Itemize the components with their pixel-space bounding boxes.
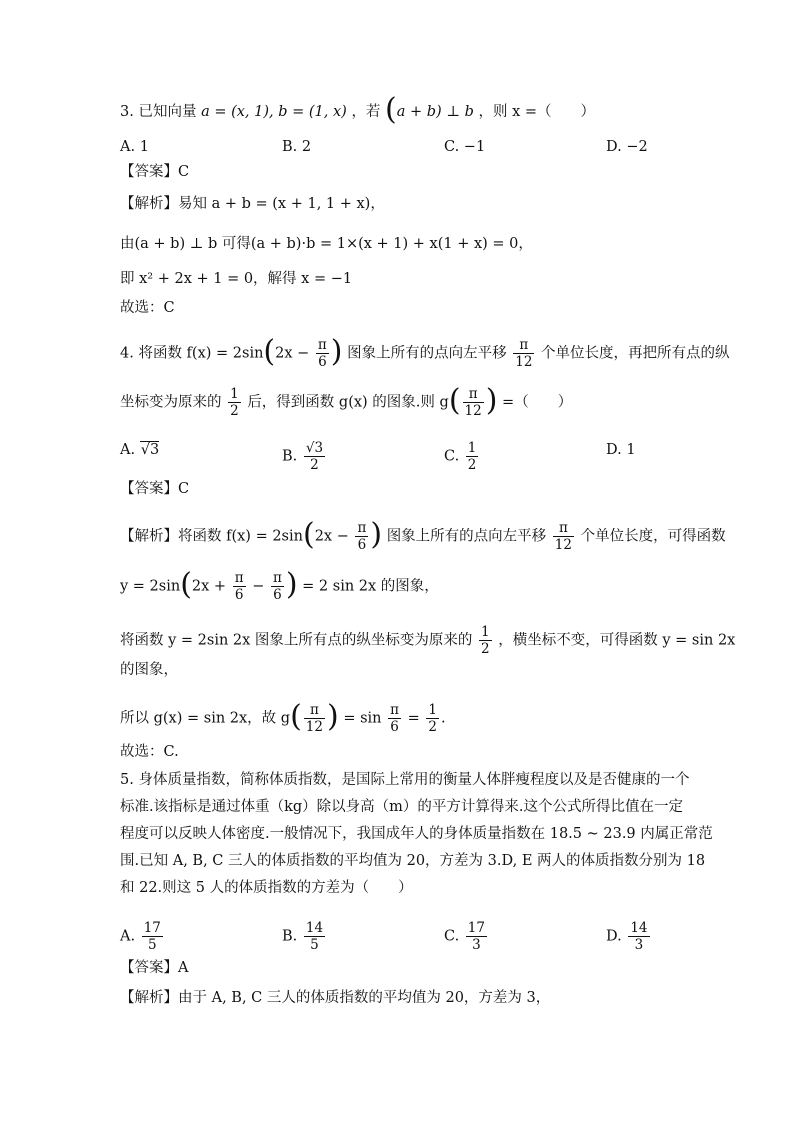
q5-option-d[interactable]: D. $\frac{14}{3}$ (606, 920, 648, 953)
q4-analysis-2: y = 2sin(2x + $\frac{\pi}{6}$ − $\frac{\pi}{6}$ ) = 2 sin 2x 的图象， (120, 566, 439, 603)
q5-answer: 【答案】A (120, 960, 189, 976)
q4-option-a[interactable]: A. √3 (120, 442, 160, 458)
q3-answer-value: C (178, 164, 190, 180)
q5-stem-line1: 5. 身体质量指数，简称体质指数，是国际上常用的衡量人体胖瘦程度以及是否健康的一个 (120, 772, 690, 788)
q3-vector-b: b = (1, x) (278, 104, 347, 120)
q4-option-c[interactable]: C. $\frac{1}{2}$ (444, 440, 477, 473)
q4-answer: 【答案】C (120, 481, 190, 497)
q3-analysis-2: 由(a + b) ⊥ b 可得(a + b)·b = 1×(x + 1) + x(1 + x) = 0， (120, 236, 533, 252)
q4-analysis-1: 【解析】将函数 f(x) = 2sin(2x − $\frac{\pi}{6}$ ) 图象上所有的点向左平移 $\frac{\pi}{12}$ 个单位长度，可得函数 (120, 516, 726, 553)
q4-answer-value: C (178, 481, 190, 497)
q4-stem-line1: 4. 将函数 f(x) = 2sin(2x − $\frac{\pi}{6}$ ) 图象上所有的点向左平移 $\frac{\pi}{12}$ 个单位长度，再把所有点的纵 (120, 333, 730, 370)
q4-option-b[interactable]: B. $\frac{√3}{2}$ (282, 440, 324, 473)
q3-option-b[interactable]: B. 2 (282, 139, 312, 155)
q4-option-d[interactable]: D. 1 (606, 442, 636, 458)
q5-stem-line4: 围.已知 A, B, C 三人的体质指数的平均值为 20，方差为 3.D, E 两人的体质指数分别为 18 (120, 853, 706, 869)
q5-answer-value: A (178, 960, 189, 976)
q4-choose: 故选：C. (120, 744, 179, 760)
q5-option-b[interactable]: B. $\frac{14}{5}$ (282, 920, 324, 953)
analysis-label: 【解析】 (120, 196, 178, 212)
q4-analysis-4: 的图象， (120, 662, 178, 678)
q5-option-c[interactable]: C. $\frac{17}{3}$ (444, 920, 485, 953)
q5-stem-line2: 标准.该指标是通过体重（kg）除以身高（m）的平方计算得来.这个公式所得比值在一定 (120, 799, 684, 815)
q3-choose: 故选：C (120, 300, 175, 316)
q3-option-c[interactable]: C. −1 (444, 139, 486, 155)
q5-analysis-1: 【解析】由于 A, B, C 三人的体质指数的平均值为 20，方差为 3， (120, 990, 551, 1006)
q4-analysis-3: 将函数 y = 2sin 2x 图象上所有点的纵坐标变为原来的 $\frac{1}{2}$ ，横坐标不变，可得函数 y = sin 2x (120, 624, 736, 657)
q3-answer (120, 162, 189, 182)
q3-option-d[interactable]: D. −2 (606, 139, 648, 155)
q5-option-a[interactable]: A. $\frac{17}{5}$ (120, 920, 161, 953)
q3-stem: 3. 已知向量 a = (x, 1), b = (1, x) ，若 (a + b) ⊥ b ，则 x =（ ） (120, 92, 596, 127)
q3-analysis-1: 【解析】易知 a + b = (x + 1, 1 + x)， (120, 196, 385, 212)
q4-stem-line2: 坐标变为原来的 $\frac{1}{2}$ 后，得到函数 g(x) 的图象.则 g( $\frac{\pi}{12}$ ) =（ ） (120, 382, 573, 419)
q4-analysis-5: 所以 g(x) = sin 2x，故 g( $\frac{\pi}{12}$ ) = sin $\frac{\pi}{6}$ = $\frac{1}{2}$ . (120, 698, 446, 735)
q5-stem-line3: 程度可以反映人体密度.一般情况下，我国成年人的身体质量指数在 18.5 ~ 23.9 内属正常范 (120, 826, 713, 842)
answer-label: 【答案】 (120, 164, 178, 180)
q3-analysis-3: 即 x² + 2x + 1 = 0，解得 x = −1 (120, 271, 353, 287)
q3-stem-suffix: ，则 x =（ ） (478, 104, 596, 120)
q3-condition: a + b) ⊥ b (396, 104, 474, 120)
q3-stem-prefix: 3. 已知向量 (120, 104, 197, 120)
q3-vector-a: a = (x, 1), (201, 104, 279, 120)
q3-option-a[interactable]: A. 1 (120, 139, 149, 155)
q5-stem-line5: 和 22.则这 5 人的体质指数的方差为（ ） (120, 880, 413, 896)
q3-stem-mid: ，若 (351, 104, 381, 120)
